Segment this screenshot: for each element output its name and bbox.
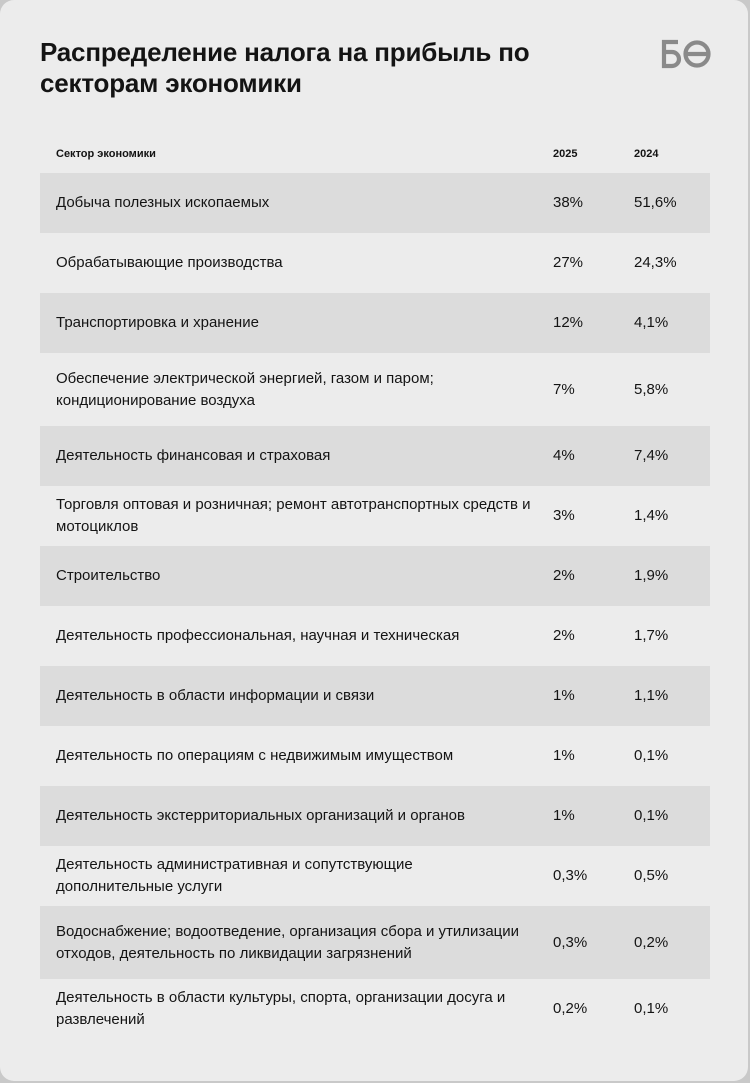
table-row [40,546,710,606]
value-2025: 1% [553,687,575,704]
sector-name: Деятельность в области культуры, спорта, организации досуга и развлечений [56,989,506,1028]
table-row [40,293,710,353]
sector-name: Добыча полезных ископаемых [56,194,270,211]
sector-name: Строительство [56,567,161,584]
value-2025: 3% [553,507,575,524]
table-row [40,353,710,426]
page-title: Распределение налога на прибыль по секторам экономики [40,37,530,98]
value-2024: 1,7% [634,627,669,644]
table-row [40,846,710,906]
sector-name: Обеспечение электрической энергией, газом и паром; кондиционирование воздуха [56,369,434,409]
column-header-sector: Сектор экономики [56,148,156,160]
sector-name: Деятельность финансовая и страховая [56,447,331,464]
table-row [40,666,710,726]
sector-name: Обрабатывающие производства [56,254,283,271]
value-2024: 51,6% [634,194,677,211]
column-header-2025: 2025 [553,148,578,160]
value-2024: 0,5% [634,867,669,884]
value-2024: 0,1% [634,1000,669,1017]
value-2025: 1% [553,807,575,824]
bo-logo [660,38,712,70]
value-2025: 0,2% [553,1000,588,1017]
value-2024: 24,3% [634,254,677,271]
value-2025: 2% [553,567,575,584]
sector-name: Деятельность в области информации и связи [56,687,375,704]
value-2025: 27% [553,254,584,271]
value-2024: 1,1% [634,687,669,704]
table-body [40,173,710,1039]
table-row [40,726,710,786]
bo-logo-icon [660,38,712,70]
table-row [40,173,710,233]
value-2025: 7% [553,380,575,398]
table-header [40,138,710,168]
value-2025: 1% [553,747,575,764]
value-2024: 1,9% [634,567,669,584]
value-2024: 4,1% [634,314,669,331]
sector-name: Транспортировка и хранение [56,314,259,331]
table-row [40,786,710,846]
sector-name: Деятельность административная и сопутствующие дополнительные услуги [56,856,413,895]
value-2024: 1,4% [634,507,669,524]
value-2025: 4% [553,447,575,464]
column-header-2024: 2024 [634,148,659,160]
table-row [40,979,710,1039]
value-2024: 0,2% [634,933,669,951]
table-row [40,233,710,293]
table-row [40,606,710,666]
value-2025: 12% [553,314,584,331]
value-2025: 2% [553,627,575,644]
sector-name: Деятельность экстерриториальных организаций и органов [56,807,465,824]
sector-name: Деятельность профессиональная, научная и техническая [56,627,460,644]
table-row [40,906,710,979]
sector-name: Деятельность по операциям с недвижимым имуществом [56,747,454,764]
table-row [40,426,710,486]
sector-name: Водоснабжение; водоотведение, организация сбора и утилизации отходов, деятельность по ликвидации загрязнений [56,922,520,962]
value-2024: 7,4% [634,447,669,464]
table-row [40,486,710,546]
value-2025: 38% [553,194,584,211]
value-2025: 0,3% [553,867,588,884]
sector-name: Торговля оптовая и розничная; ремонт автотранспортных средств и мотоциклов [56,496,531,535]
value-2024: 0,1% [634,747,669,764]
value-2024: 0,1% [634,807,669,824]
value-2024: 5,8% [634,380,669,398]
value-2025: 0,3% [553,933,588,951]
